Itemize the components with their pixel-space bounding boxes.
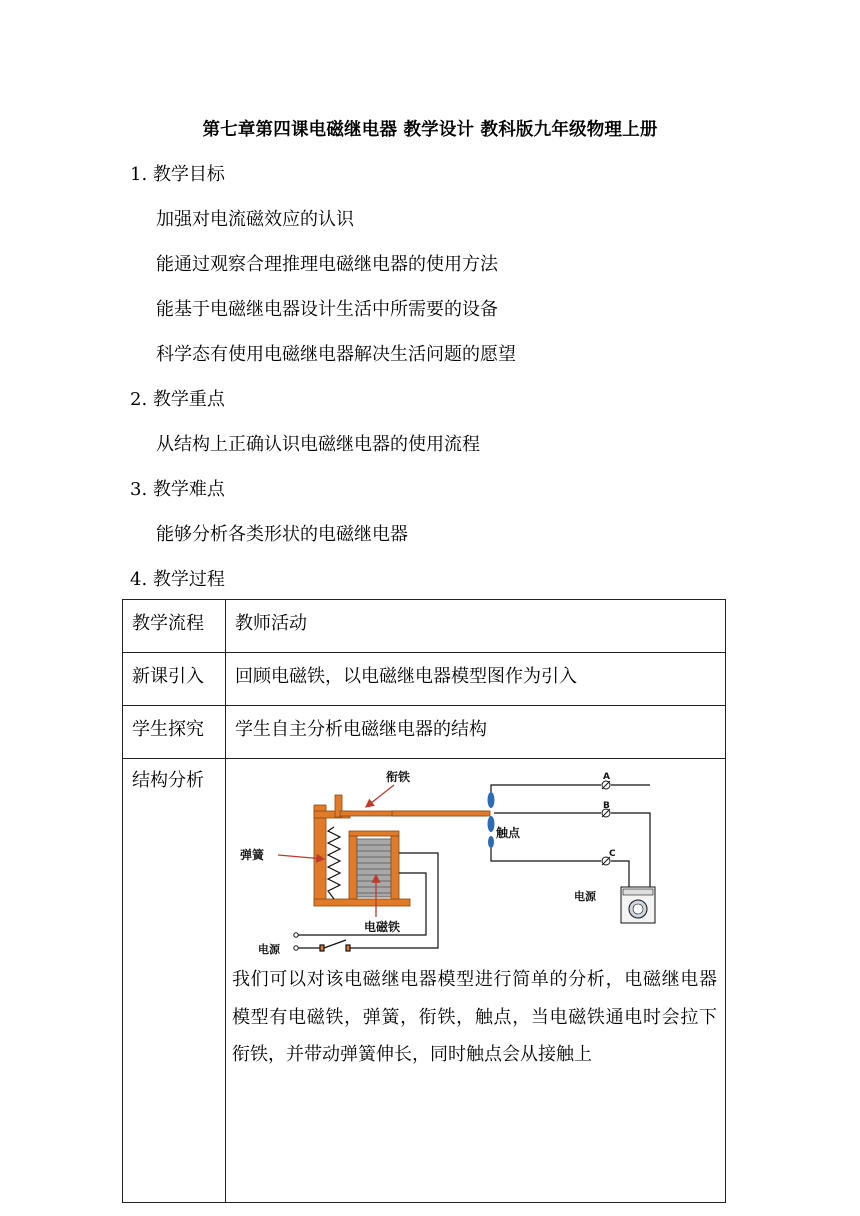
- section-heading-key-points: 2. 教学重点: [130, 389, 225, 410]
- armature-label: 衔铁: [386, 770, 411, 784]
- table-header-cell: 教学流程: [123, 600, 226, 653]
- spring-label: 弹簧: [240, 848, 265, 862]
- table-header-row: [123, 600, 726, 653]
- terminal-a-label: A: [603, 772, 610, 782]
- difficulty-item: 能够分析各类形状的电磁继电器: [156, 524, 408, 545]
- power-label-right: 电源: [574, 890, 596, 903]
- terminal-b-label: B: [603, 801, 610, 811]
- table-row: [123, 706, 726, 759]
- table-cell: 新课引入: [123, 653, 226, 706]
- contact-points: [488, 792, 495, 848]
- table-cell: 结构分析: [123, 759, 226, 1203]
- key-point-item: 从结构上正确认识电磁继电器的使用流程: [156, 434, 480, 455]
- power-terminal-icon: [294, 946, 298, 950]
- analysis-cell: [226, 759, 726, 1203]
- section-heading-difficulties: 3. 教学难点: [130, 479, 225, 500]
- table-row: [123, 653, 726, 706]
- objective-item: 能基于电磁继电器设计生活中所需要的设备: [156, 299, 498, 320]
- objective-item: 加强对电流磁效应的认识: [156, 209, 354, 230]
- electromagnet-coil: [349, 831, 399, 899]
- objective-item: 能通过观察合理推理电磁继电器的使用方法: [156, 254, 498, 275]
- switch-icon: [320, 940, 350, 951]
- document-title: 第七章第四课电磁继电器 教学设计 教科版九年级物理上册: [202, 120, 658, 140]
- table-header-cell: 教师活动: [226, 600, 726, 653]
- table-cell: 学生探究: [123, 706, 226, 759]
- power-label-left: 电源: [258, 943, 280, 956]
- objective-item: 科学态有使用电磁继电器解决生活问题的愿望: [156, 344, 516, 365]
- analysis-paragraph: 我们可以对该电磁继电器模型进行简单的分析，电磁继电器模型有电磁铁，弹簧，衔铁，触点，当电磁铁通电时会拉下衔铁，并带动弹簧伸长，同时触点会从接触上: [232, 969, 717, 1065]
- armature-bar: [392, 811, 490, 816]
- table-cell: 学生自主分析电磁继电器的结构: [226, 706, 726, 759]
- process-table: [122, 599, 726, 1203]
- relay-diagram: [232, 765, 722, 959]
- table-row-analysis: [123, 759, 726, 1203]
- spring-shape: [328, 827, 340, 899]
- power-terminal-icon: [294, 933, 298, 937]
- terminal-c-label: C: [609, 849, 616, 859]
- electromagnet-label: 电磁铁: [364, 920, 401, 934]
- section-heading-objectives: 1. 教学目标: [130, 164, 225, 185]
- washing-machine-icon: [621, 887, 655, 923]
- contact-label: 触点: [496, 826, 521, 840]
- section-heading-process: 4. 教学过程: [130, 569, 225, 590]
- table-cell: 回顾电磁铁，以电磁继电器模型图作为引入: [226, 653, 726, 706]
